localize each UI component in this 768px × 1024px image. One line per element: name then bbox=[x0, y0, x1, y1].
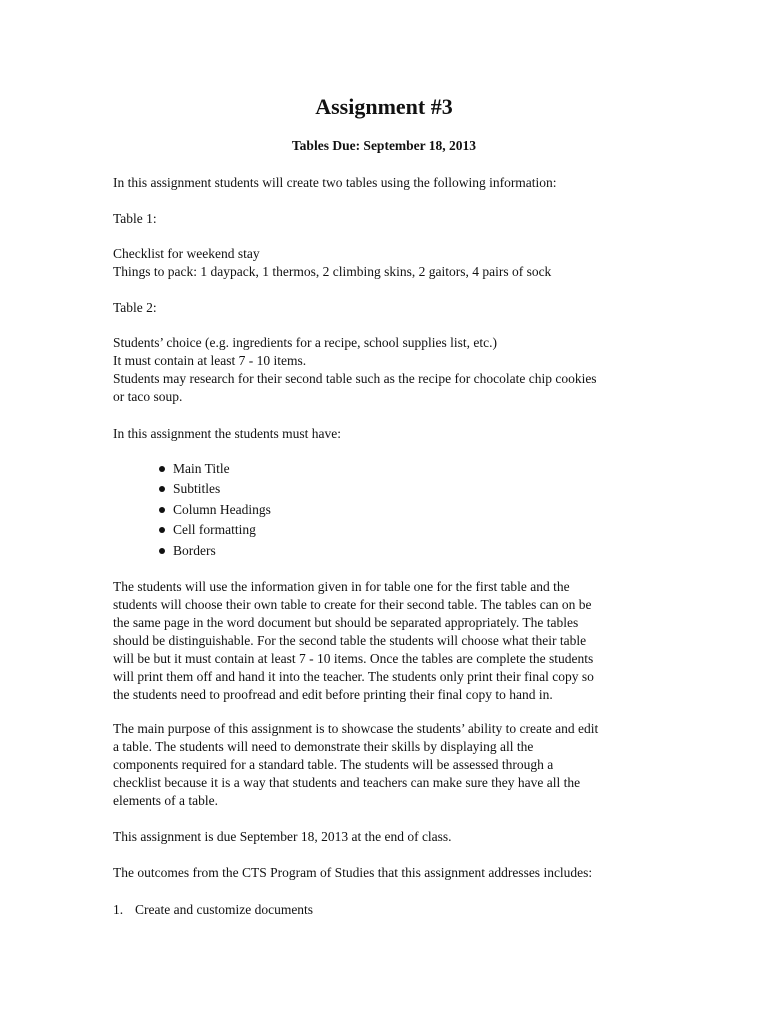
paragraph-line: checklist because it is a way that students and teachers can make sure they have all the bbox=[113, 775, 581, 790]
list-item-label: Cell formatting bbox=[173, 522, 256, 538]
paragraph-line: a table. The students will need to demonstrate their skills by displaying all the bbox=[113, 739, 534, 754]
intro-text: In this assignment students will create two tables using the following information: bbox=[113, 175, 557, 190]
paragraph-line: The students will use the information given in for table one for the first table and the bbox=[113, 579, 570, 594]
paragraph-line: the students need to proofread and edit before printing their final copy to hand in. bbox=[113, 687, 553, 702]
table2-description bbox=[113, 334, 673, 406]
paragraph-line: components required for a standard table. The students will be assessed through a bbox=[113, 757, 554, 772]
table1-line: Things to pack: 1 daypack, 1 thermos, 2 climbing skins, 2 gaitors, 4 pairs of sock bbox=[113, 264, 552, 279]
page-title: Assignment #3 bbox=[315, 94, 453, 119]
table2-heading: Table 2: bbox=[113, 300, 157, 315]
bullet-icon bbox=[159, 486, 165, 492]
requirements-intro: In this assignment the students must have: bbox=[113, 426, 341, 441]
due-statement: This assignment is due September 18, 2013 at the end of class. bbox=[113, 829, 452, 844]
list-item bbox=[158, 459, 271, 479]
paragraph-line: should be distinguishable. For the second table the students will choose what their table bbox=[113, 633, 587, 648]
bullet-icon bbox=[159, 548, 165, 554]
paragraph-line: elements of a table. bbox=[113, 793, 218, 808]
list-item-label: Borders bbox=[173, 542, 216, 558]
bullet-icon bbox=[159, 527, 165, 533]
due-date-subtitle: Tables Due: September 18, 2013 bbox=[291, 138, 477, 153]
paragraph-line: will print them off and hand it into the teacher. The students only print their final copy so bbox=[113, 669, 594, 684]
table2-line: Students may research for their second table such as the recipe for chocolate chip cookies bbox=[113, 371, 597, 386]
list-item-label: Main Title bbox=[173, 461, 230, 476]
outcome-text: Create and customize documents bbox=[135, 902, 314, 917]
requirements-list bbox=[158, 459, 271, 561]
bullet-icon bbox=[159, 507, 165, 513]
table2-line: Students’ choice (e.g. ingredients for a recipe, school supplies list, etc.) bbox=[113, 335, 498, 350]
paragraph-line: The main purpose of this assignment is to showcase the students’ ability to create and edit bbox=[113, 721, 599, 736]
bullet-icon bbox=[159, 466, 165, 472]
paragraph-line: the same page in the word document but should be separated appropriately. The tables bbox=[113, 615, 579, 630]
paragraph-line: will be but it must contain at least 7 - 10 items. Once the tables are complete the students bbox=[113, 651, 594, 666]
table2-line: It must contain at least 7 - 10 items. bbox=[113, 353, 307, 368]
list-item bbox=[158, 479, 271, 499]
outcome-number: 1. bbox=[113, 902, 124, 917]
table1-line: Checklist for weekend stay bbox=[113, 246, 260, 261]
list-item bbox=[158, 520, 271, 540]
outcomes-intro: The outcomes from the CTS Program of Studies that this assignment addresses includes: bbox=[113, 865, 593, 880]
table1-description bbox=[113, 245, 673, 281]
list-item-label: Subtitles bbox=[173, 481, 221, 497]
paragraph-line: students will choose their own table to create for their second table. The tables can on be bbox=[113, 597, 592, 612]
list-item bbox=[158, 500, 271, 520]
table1-heading: Table 1: bbox=[113, 211, 157, 226]
list-item bbox=[158, 541, 271, 561]
outcome-item bbox=[113, 901, 313, 919]
instructions-paragraph bbox=[113, 578, 673, 704]
table2-line: or taco soup. bbox=[113, 389, 183, 404]
purpose-paragraph bbox=[113, 720, 673, 810]
list-item-label: Column Headings bbox=[173, 501, 271, 517]
